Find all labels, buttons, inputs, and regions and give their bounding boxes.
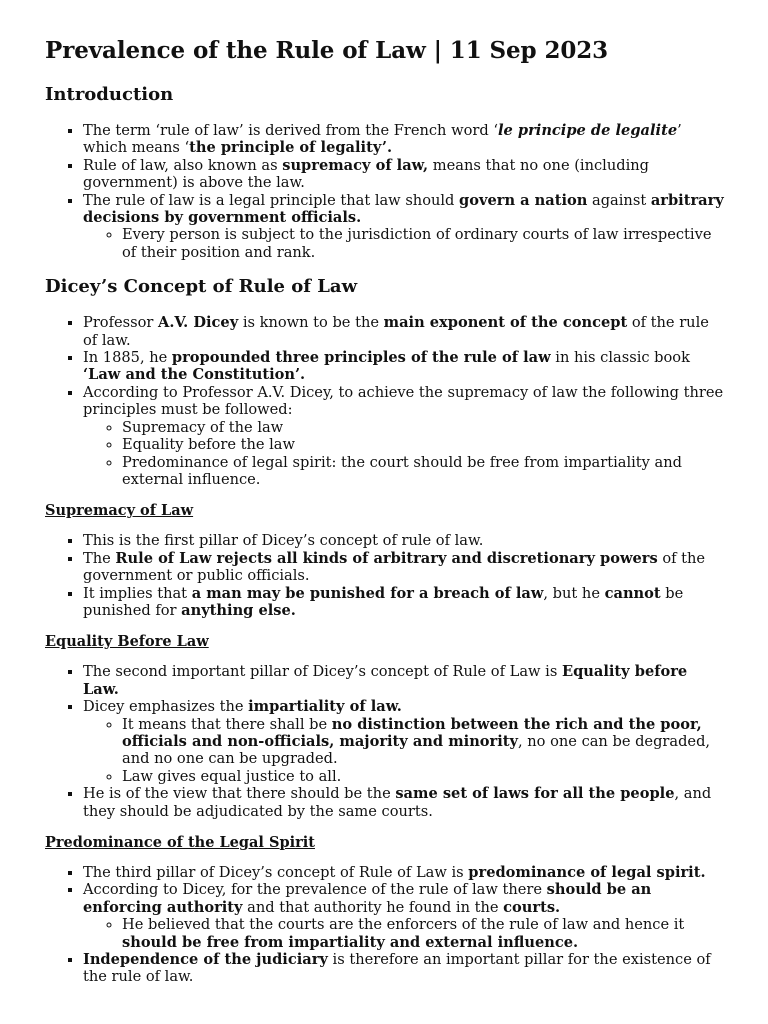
sub-list-item	[122, 916, 724, 951]
sub-list-item: ◦ Supremacy of the law	[122, 419, 724, 436]
supremacy-list	[45, 532, 724, 619]
text: The second important pillar of Dicey’s concept of Rule of Law is	[83, 663, 562, 681]
bold-text: predominance of legal spirit.	[468, 864, 706, 881]
text: It means that there shall be	[122, 715, 332, 733]
text: Dicey emphasizes the	[83, 698, 249, 716]
list-item	[83, 864, 724, 881]
text: is therefore an important pillar for the existence of the rule of law.	[83, 951, 711, 986]
text: According to Professor A.V. Dicey, to achieve the supremacy of law the following three principles must be followed:	[83, 383, 724, 419]
list-item: ▪ This is the first pillar of Dicey’s concept of rule of law.	[83, 532, 724, 549]
bold-text: same set of laws for all the people	[395, 785, 675, 803]
bold-text: impartiality of law.	[248, 698, 402, 716]
list-item	[83, 384, 724, 488]
text: be punished for	[83, 584, 684, 619]
bold-text: main exponent of the concept	[383, 314, 628, 332]
text: He believed that the courts are the enforcers of the rule of law and hence it	[122, 916, 685, 934]
bold-text: Equality before Law.	[83, 663, 688, 698]
sub-list	[83, 226, 724, 261]
sub-list-item: ◦ Equality before the law	[122, 436, 724, 453]
text: of the rule of law.	[83, 314, 709, 349]
text: The rule of law is a legal principle that law should	[83, 191, 460, 209]
list-item	[83, 881, 724, 951]
text: means that no one (including government) is above the law.	[83, 156, 649, 192]
text: Professor	[83, 314, 158, 332]
text: The third pillar of Dicey’s concept of Rule of Law is	[83, 864, 469, 881]
list-item	[83, 585, 724, 620]
sub-list	[83, 716, 724, 786]
heading-predominance-legal-spirit: Predominance of the Legal Spirit	[45, 834, 315, 851]
text: It implies that	[83, 584, 192, 602]
bold-text: anything else.	[181, 601, 296, 619]
bold-text: courts.	[503, 898, 561, 916]
sub-list-item	[122, 716, 724, 768]
text: , no one can be degraded, and no one can be upgraded.	[122, 732, 711, 768]
bold-text: supremacy of law,	[282, 156, 429, 174]
bold-text: arbitrary decisions by government officials.	[83, 191, 724, 227]
spirit-list	[45, 864, 724, 986]
text: The term ‘rule of law’ is derived from the French word ‘	[83, 122, 498, 139]
dicey-list	[45, 314, 724, 488]
list-item	[83, 698, 724, 785]
text: of the government or public officials.	[83, 549, 706, 585]
text: and that authority he found in the	[242, 898, 504, 916]
bold-text: cannot	[604, 584, 661, 602]
bold-text: govern a nation	[459, 191, 588, 209]
equality-list	[45, 663, 724, 820]
emphasis-text: le principe de legalite	[497, 122, 678, 139]
bold-text: Rule of Law rejects all kinds of arbitrary and discretionary powers	[115, 549, 658, 567]
text: He is of the view that there should be the	[83, 785, 396, 803]
text: ’ which means ‘	[83, 122, 682, 157]
bold-text: propounded three principles of the rule of law	[171, 349, 551, 367]
list-item	[83, 663, 724, 698]
sub-list	[83, 419, 724, 489]
text: is known to be the	[238, 314, 384, 332]
bold-text: the principle of legality’.	[189, 139, 393, 157]
bold-text: a man may be punished for a breach of law	[191, 584, 544, 602]
bold-text: should be free from impartiality and external influence.	[122, 933, 579, 951]
sub-list-item: ◦ Law gives equal justice to all.	[122, 768, 724, 785]
page-title: Prevalence of the Rule of Law | 11 Sep 2023	[45, 37, 609, 64]
text: against	[587, 191, 651, 209]
text: The	[83, 549, 116, 567]
text: In 1885, he	[83, 349, 172, 367]
list-item	[83, 550, 724, 585]
list-item	[83, 785, 724, 820]
list-item	[83, 122, 724, 157]
bold-text: no distinction between the rich and the poor, officials and non-officials, majority and minority	[122, 715, 702, 750]
bold-text: A.V. Dicey	[158, 314, 239, 332]
list-item	[83, 349, 724, 384]
list-item	[83, 314, 724, 349]
introduction-list	[45, 122, 724, 261]
bold-text: ‘Law and the Constitution’.	[83, 366, 306, 384]
text: Rule of law, also known as	[83, 156, 283, 174]
heading-introduction: Introduction	[45, 84, 174, 105]
heading-dicey-concept: Dicey’s Concept of Rule of Law	[45, 276, 358, 298]
list-item	[83, 951, 724, 986]
sub-list	[83, 916, 724, 951]
sub-list-item: ◦ Predominance of legal spirit: the court should be free from impartiality and external influence.	[122, 454, 724, 489]
bold-text: Independence of the judiciary	[83, 951, 328, 969]
list-item	[83, 157, 724, 192]
text: in his classic book	[550, 349, 690, 367]
list-item	[83, 192, 724, 262]
heading-equality-before-law: Equality Before Law	[45, 633, 209, 651]
heading-supremacy-of-law: Supremacy of Law	[45, 502, 194, 520]
bold-text: should be an enforcing authority	[83, 881, 652, 916]
text: According to Dicey, for the prevalence of the rule of law there	[83, 881, 547, 899]
text: , but he	[543, 584, 605, 602]
sub-list-item: ◦ Every person is subject to the jurisdiction of ordinary courts of law irrespective of their position and rank.	[122, 226, 724, 261]
text: , and they should be adjudicated by the same courts.	[83, 785, 712, 820]
